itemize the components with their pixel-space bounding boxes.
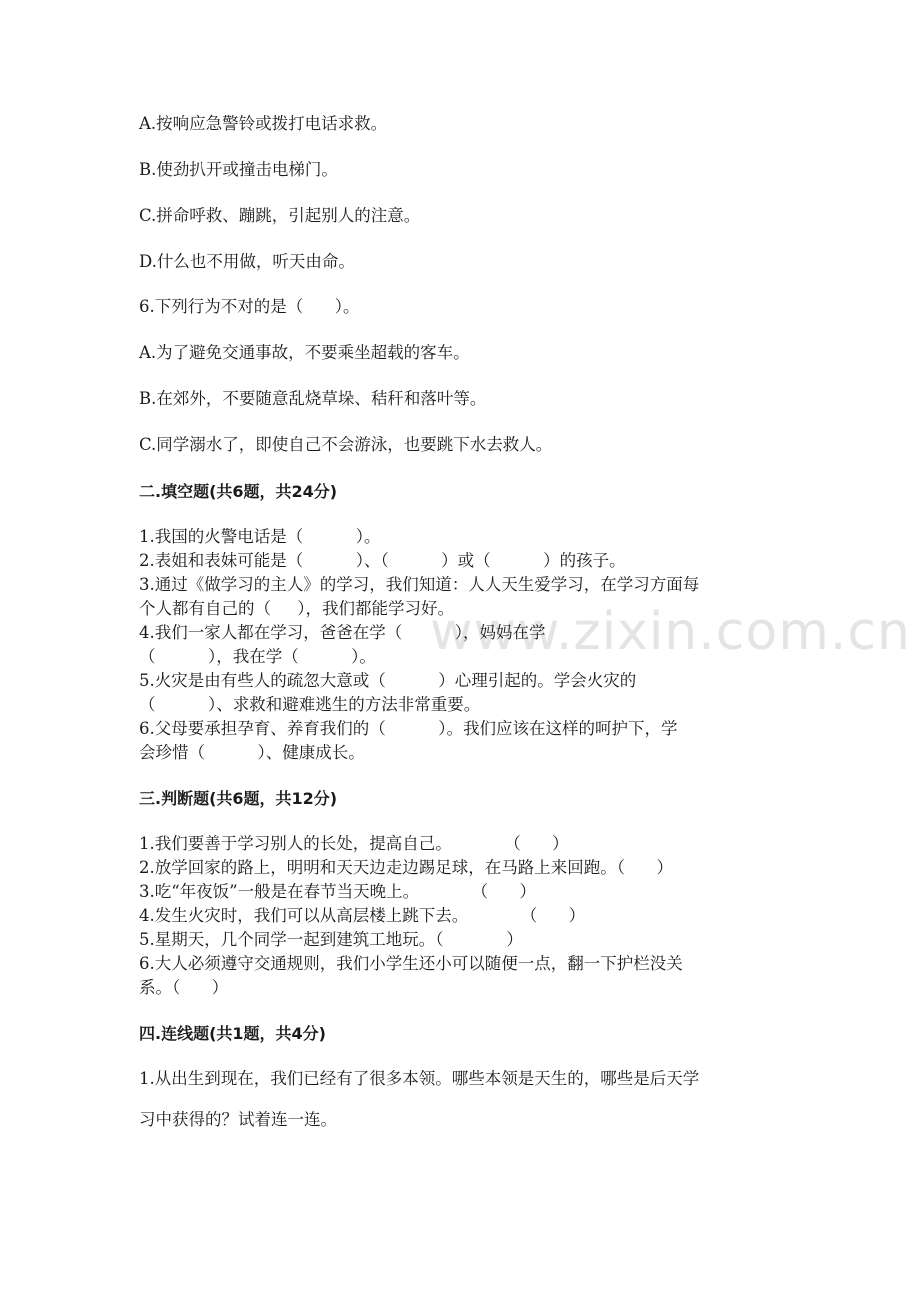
question-6-stem: 6.下列行为不对的是（ ）。: [139, 297, 360, 316]
fill-line: 1.我国的火警电话是（ ）。: [139, 527, 381, 546]
fill-line: 会珍惜（ ）、健康成长。: [139, 743, 365, 762]
judge-line: 5.星期天，几个同学一起到建筑工地玩。（ ）: [139, 930, 523, 949]
fill-line: 5.火灾是由有些人的疏忽大意或（ ）心理引起的。学会火灾的: [139, 671, 637, 690]
section-2-heading: 二.填空题(共6题，共24分): [139, 482, 338, 501]
option-c: C.拼命呼救、蹦跳，引起别人的注意。: [139, 206, 421, 225]
judge-line: 6.大人必须遵守交通规则，我们小学生还小可以随便一点，翻一下护栏没关: [139, 954, 683, 973]
match-question-line: 习中获得的？试着连一连。: [139, 1110, 337, 1129]
fill-line: 3.通过《做学习的主人》的学习，我们知道：人人天生爱学习，在学习方面每: [139, 575, 700, 594]
option-b: B.使劲扒开或撞击电梯门。: [139, 160, 338, 179]
option-d: D.什么也不用做，听天由命。: [139, 252, 355, 271]
fill-line: （ ）、求救和避难逃生的方法非常重要。: [139, 695, 481, 714]
q6-option-c: C.同学溺水了，即使自己不会游泳，也要跳下水去救人。: [139, 435, 553, 454]
fill-line: 4.我们一家人都在学习，爸爸在学（ ），妈妈在学: [139, 623, 546, 642]
judge-line: 系。（ ）: [139, 978, 229, 997]
fill-line: 2.表姐和表妹可能是（ ）、（ ）或（ ）的孩子。: [139, 551, 626, 570]
option-a: A.按响应急警铃或拨打电话求救。: [139, 114, 388, 133]
fill-line: 6.父母要承担孕育、养育我们的（ ）。我们应该在这样的呵护下，学: [139, 719, 678, 738]
judge-line: 1.我们要善于学习别人的长处，提高自己。 （ ）: [139, 834, 569, 853]
judge-line: 4.发生火灾时，我们可以从高层楼上跳下去。 （ ）: [139, 906, 586, 925]
fill-line: （ ），我在学（ ）。: [139, 647, 376, 666]
q6-option-a: A.为了避免交通事故，不要乘坐超载的客车。: [139, 343, 470, 362]
watermark: www.zixin.com.cn: [430, 602, 911, 662]
section-4-heading: 四.连线题(共1题，共4分): [139, 1024, 326, 1043]
match-question-line: 1.从出生到现在，我们已经有了很多本领。哪些本领是天生的，哪些是后天学: [139, 1069, 700, 1088]
judge-line: 2.放学回家的路上，明明和天天边走边踢足球，在马路上来回跑。（ ）: [139, 858, 673, 877]
judge-line: 3.吃“年夜饭”一般是在春节当天晚上。 （ ）: [139, 882, 537, 901]
section-3-heading: 三.判断题(共6题，共12分): [139, 789, 338, 808]
q6-option-b: B.在郊外，不要随意乱烧草垛、秸秆和落叶等。: [139, 389, 487, 408]
fill-line: 个人都有自己的（ ），我们都能学习好。: [139, 599, 454, 618]
